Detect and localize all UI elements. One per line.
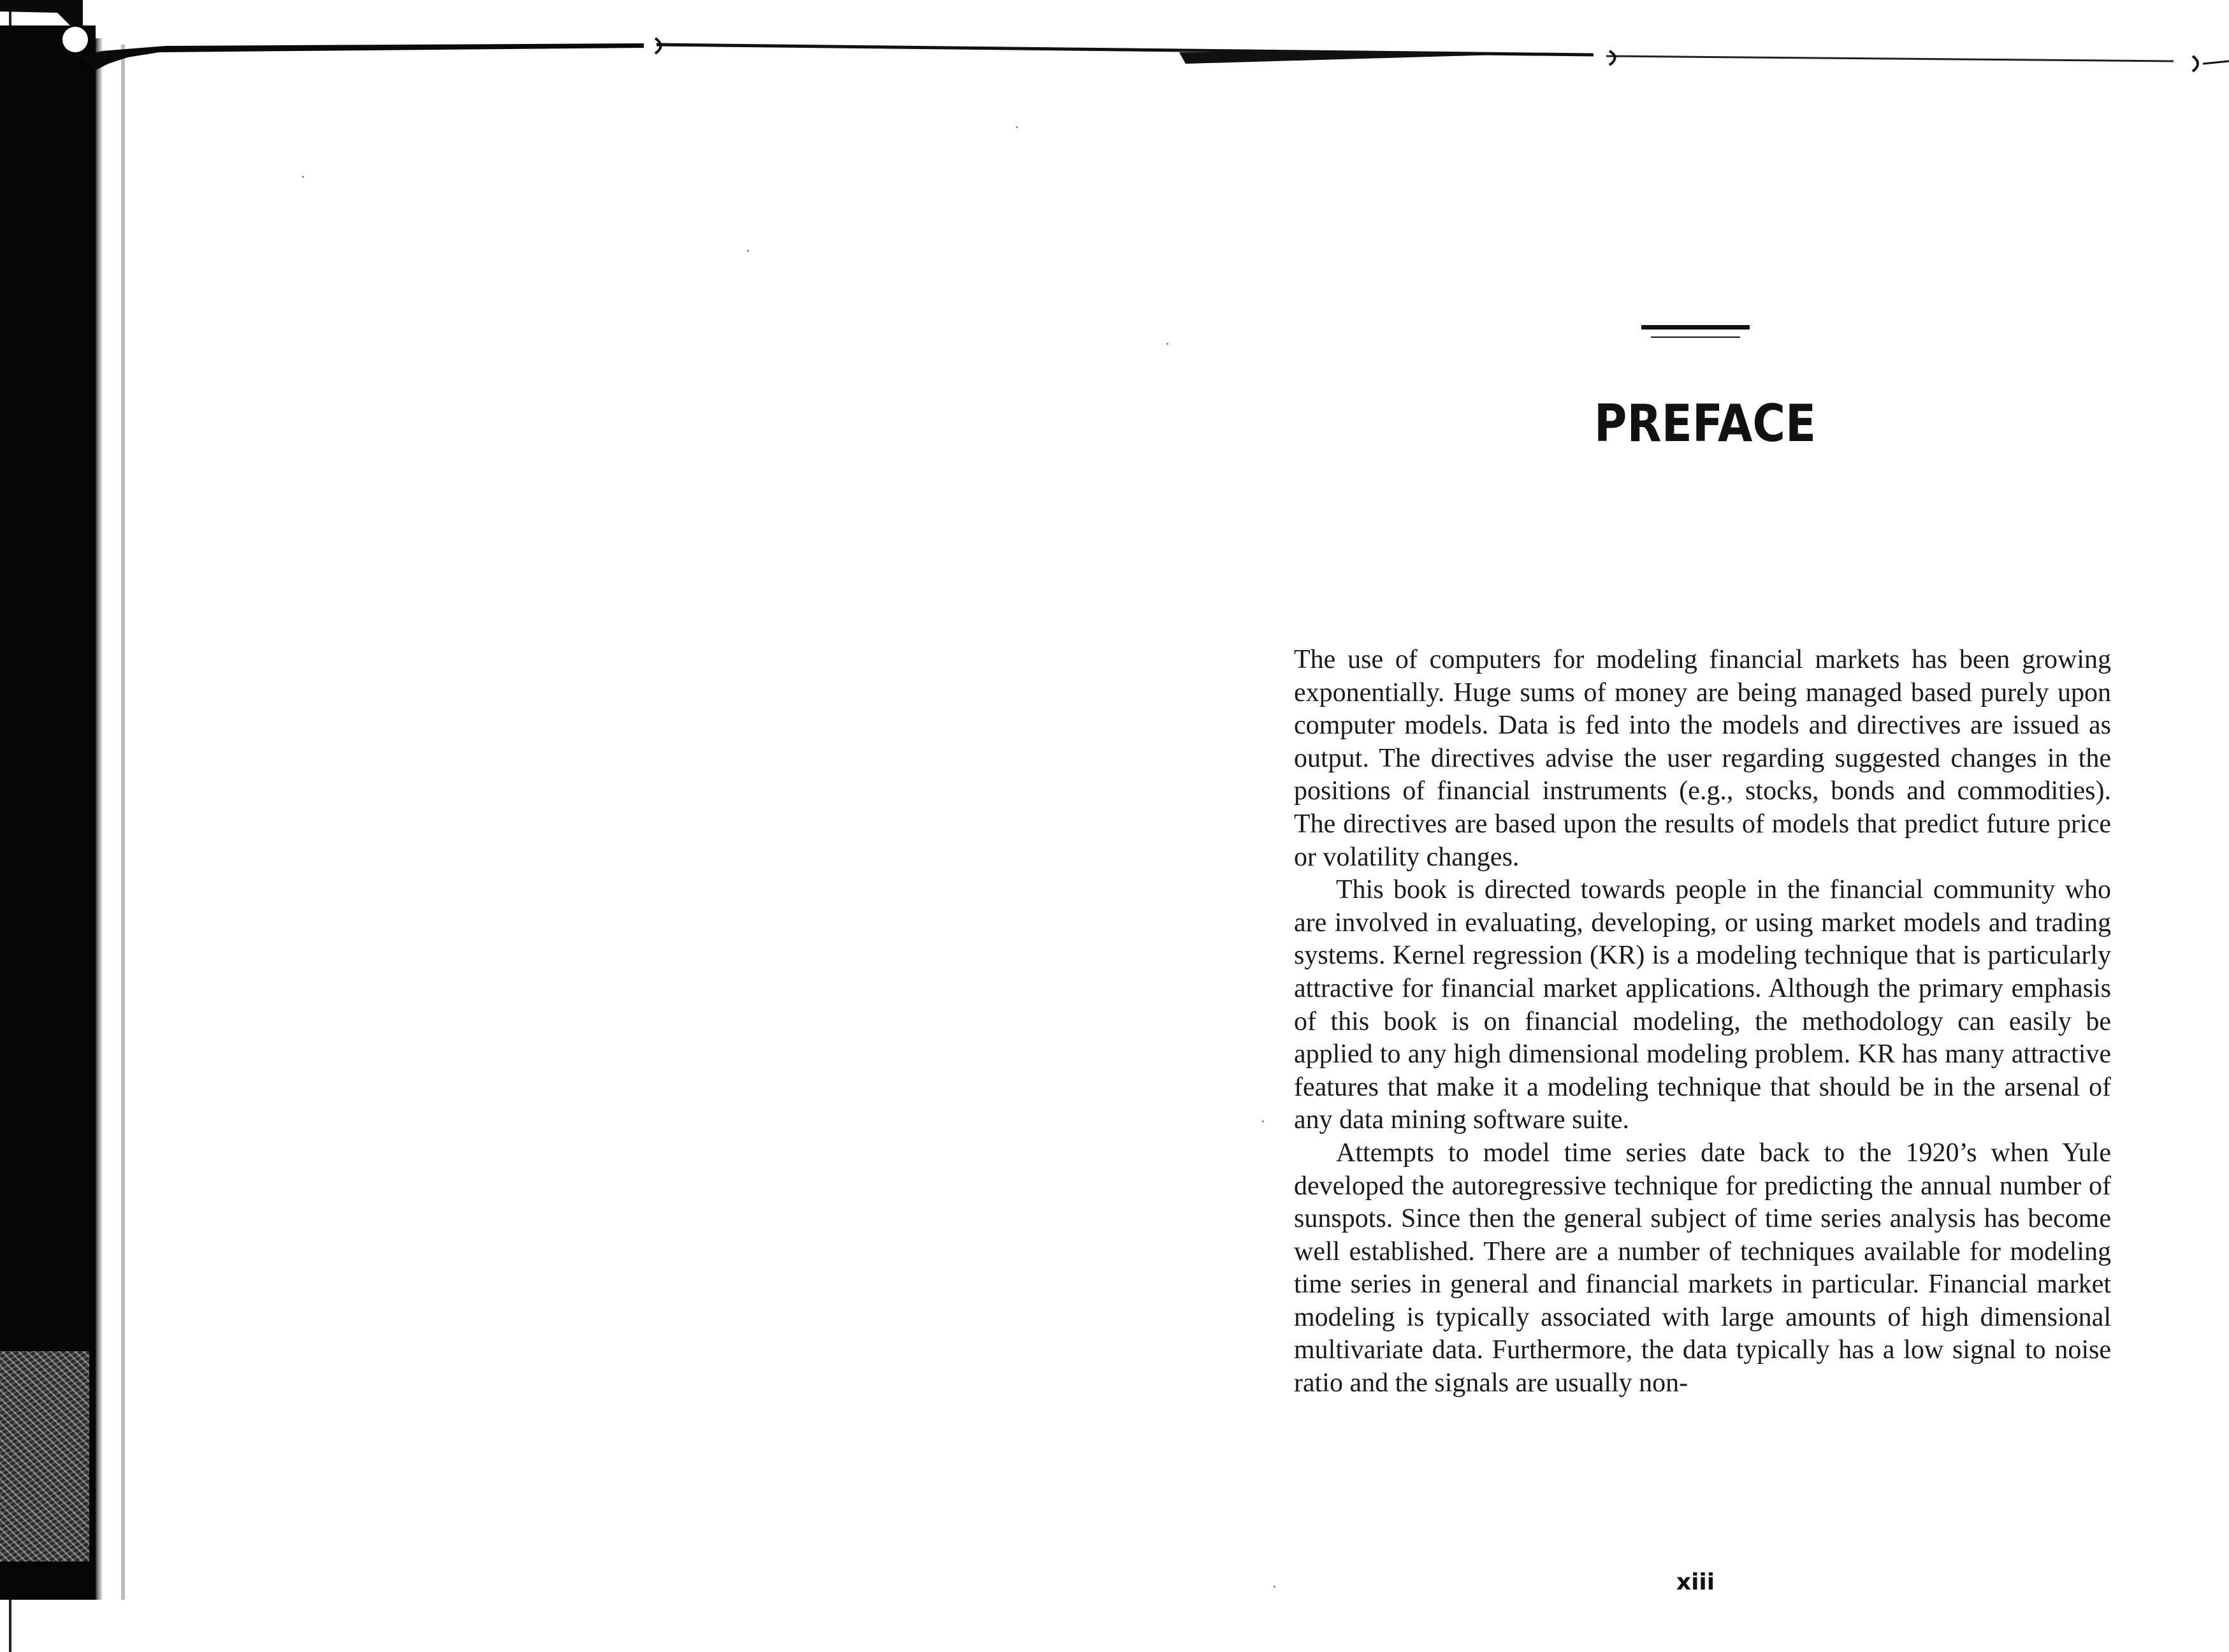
preface-body: [1294, 644, 2111, 1400]
scan-speck: [747, 250, 749, 252]
chapter-opening-rule-thin: [1651, 337, 1740, 338]
paragraph: This book is directed towards people in the financial community who are involved in evaluating, developing, or using market models and trading systems. Kernel regression (KR) is a modeling technique that is particularly attractive for financial market applications. Although the primary emphasis of this book is on financial modeling, the methodology can easily be applied to any high dimensional modeling problem. KR has many attractive features that make it a modeling technique that should be in the arsenal of any data mining software suite.: [1294, 875, 2111, 1135]
scan-speck: [1274, 1586, 1275, 1588]
gutter-page-edge: [96, 38, 102, 1600]
chapter-opening-rule: [1641, 325, 1750, 330]
gutter-scan-noise: [0, 1351, 89, 1561]
gutter-page-edge-secondary: [121, 45, 125, 1600]
scan-speck: [1166, 343, 1168, 345]
paragraph: The use of computers for modeling financial markets has been growing exponentially. Huge sums of money are being managed based purely upon computer models. Data is fed into the models and directives are issued as output. The directives advise the user regarding suggested changes in the positions of financial instruments (e.g., stocks, bonds and commodities). The directives are based upon the results of models that predict future price or volatility changes.: [1294, 645, 2111, 872]
scan-speck: [1262, 1120, 1264, 1122]
top-page-edge: [0, 0, 2229, 76]
paragraph: Attempts to model time series date back to the 1920’s when Yule developed the autoregressive technique for predicting the annual number of sunspots. Since then the general subject of time series analysis has become well established. There are a number of techniques available for modeling time series in general and financial markets in particular. Financial market modeling is typically associated with large amounts of high dimensional multivariate data. Furthermore, the data typically has a low signal to noise ratio and the signals are usually non-: [1294, 1138, 2111, 1398]
scan-speck: [302, 176, 304, 178]
page-number: xiii: [1676, 1569, 1715, 1595]
scan-speck: [1016, 126, 1018, 128]
page-title: PREFACE: [1594, 394, 1817, 453]
